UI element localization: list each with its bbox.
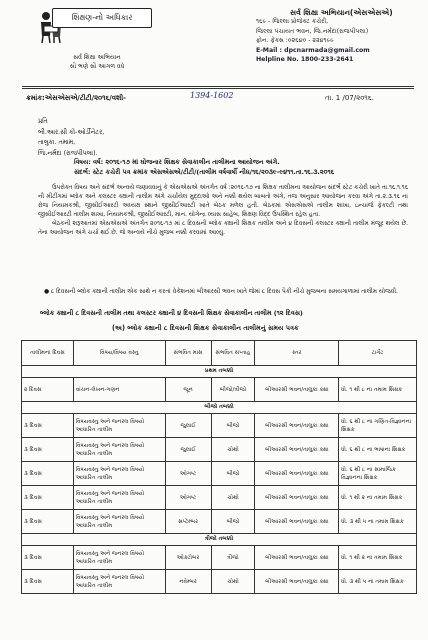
table-section-row bbox=[22, 402, 417, 414]
section-title: ત્રીજો તબક્કો bbox=[22, 534, 417, 546]
divider bbox=[22, 88, 414, 89]
table-cell: ધો. ૩ થી ૫ ના તમામ શિક્ષક bbox=[339, 570, 417, 594]
table-section-row bbox=[22, 366, 417, 378]
body-paragraph: બેઠકની શરૂઆતમાં એસએસએ અંતર્ગત ૨૦૧૬-૧૭ માં ૮ દિવસની બ્લોક ક્ક્ષાની શિક્ષક તાલીમ અને ૪ દિવસની કલસ્ટર ક્ક્ષાની તાલીમ મંજૂર થયેલ છે. તેના આયોજન અંગે ચર્ચા થઈ છે. જે અન્વયે નીચે મુજબ નક્કી કરવામાં આવ્યું. bbox=[38, 221, 408, 237]
table-cell: ૩ દિવસ bbox=[22, 546, 74, 570]
table-cell: બીઆરસી ભવન/તાલુકા ક્ક્ષા bbox=[255, 414, 339, 438]
table-cell: બીજો/ત્રીજો bbox=[211, 378, 255, 402]
table-cell: ધો. ૩ થી ૫ ના તમામ શિક્ષક bbox=[339, 510, 417, 534]
organization-address bbox=[256, 8, 426, 64]
table-cell: વિષયવસ્તુ અને જનરલ વિષયો આધારિત તાલીમ bbox=[73, 546, 165, 570]
org-title: સર્વ શિક્ષા અભિયાન(એસએસએ) bbox=[290, 8, 393, 17]
training-schedule-table bbox=[21, 340, 417, 594]
table-row bbox=[22, 486, 417, 510]
letter-body bbox=[38, 184, 408, 239]
table-row bbox=[22, 546, 417, 570]
address-line: પ્રતિ bbox=[38, 118, 48, 125]
table-cell: બીઆરસી ભવન/તાલુકા ક્ક્ષા bbox=[255, 546, 339, 570]
table-cell: ૩ દિવસ bbox=[22, 438, 74, 462]
table-cell: ત્રીજો bbox=[211, 546, 255, 570]
section-title: બીજો તબક્કો bbox=[22, 402, 417, 414]
table-cell: ચોથો bbox=[211, 486, 255, 510]
bullet-point: ● ૮ દિવસની બ્લોક ક્ક્ષાની તાલીમ એક સાથે ન કરતાં વેકેશનમાં બીઆરસી ભવન ખાતે જેમાં ૮ દિવસ પૈકી નીચે મુજબના સમયગાળામાં તાલીમ યોજવી. bbox=[44, 289, 398, 295]
column-header: સ્તર bbox=[255, 341, 339, 366]
table-cell: ધો. ૬ થી ૮ ના સામાજિક વિજ્ઞાનના શિક્ષક bbox=[339, 462, 417, 486]
org-helpline: Helpline No. 1800-233-2641 bbox=[256, 56, 354, 64]
table-cell: ૩ દિવસ bbox=[22, 570, 74, 594]
bullet-text: ૮ દિવસની બ્લોક ક્ક્ષાની તાલીમ એક સાથે ન કરતાં વેકેશનમાં બીઆરસી ભવન ખાતે જેમાં ૮ દિવસ પૈકી નીચે મુજબના સમયગાળામાં તાલીમ યોજવી. bbox=[51, 289, 398, 295]
column-header: સંભવિત સપ્તાહ bbox=[211, 341, 255, 366]
table-cell: બીઆરસી ભવન/તાલુકા ક્ક્ષા bbox=[255, 510, 339, 534]
table-cell: વિષયવસ્તુ અને જનરલ વિષયો આધારિત તાલીમ bbox=[73, 438, 165, 462]
logo-subtitle: સર્વ શિક્ષા અભિયાન bbox=[73, 54, 121, 61]
table-cell: ૩ દિવસ bbox=[22, 462, 74, 486]
subject-line: વિષય: વર્ષ: ૨૦૧૬-૧૭ માં ઘોજનાર શિક્ષક સેવાકાલીન તાલીમના આયોજન અંગે. bbox=[74, 158, 280, 166]
table-cell: જુલાઈ bbox=[165, 438, 211, 462]
table-cell: ધો. ૧ થી ૮ ના તમામ શિક્ષક bbox=[339, 378, 417, 402]
table-cell: બીજો bbox=[211, 510, 255, 534]
logo bbox=[38, 8, 156, 76]
table-cell: વાંચન-લેખન-ગણન bbox=[73, 378, 165, 402]
table-cell: ઓગષ્ટ bbox=[165, 486, 211, 510]
table-row bbox=[22, 462, 417, 486]
org-phone: ફોન. ફેક્સ :૦૨૬૪૦ - ૨૨૪૧૯૯ bbox=[256, 37, 334, 45]
table-cell: બીઆરસી ભવન/તાલુકા ક્ક્ષા bbox=[255, 486, 339, 510]
address-line: તાલુકા. તમામ, bbox=[38, 139, 76, 146]
table-cell: બીજો bbox=[211, 462, 255, 486]
section-heading: બ્લોક ક્ક્ષાની ૮ દિવસની તાલીમ તથા કલસ્ટર ક્ક્ષાની ૪ દિવસની શિક્ષક સેવાકાલીન તાલીમ (૧૨ દિવસ) bbox=[40, 309, 303, 317]
column-header: તાલીમના દિવસ bbox=[22, 341, 74, 366]
table-cell: વિષયવસ્તુ અને જનરલ વિષયો આધારિત તાલીમ bbox=[73, 462, 165, 486]
table-cell: જૂન bbox=[165, 378, 211, 402]
table-cell: ૩ દિવસ bbox=[22, 510, 74, 534]
table-cell: ચોથો bbox=[211, 570, 255, 594]
org-line: ૧૬૯ - જિલ્લા પ્રોજેક્ટ કચેરી, bbox=[256, 18, 329, 26]
body-paragraph: ઉપરોક્ત વિષય અને સંદર્ભ અન્વયે જણાવવાનું કે એસએસએ અંતર્ગત વર્ષ :૨૦૧૬-૧૭ ના શિક્ષક તાલીમના આયોજન સંદર્ભે સ્ટેટ કચેરી ખાતે તા.૧૬.૧.૧૬ ની મીટીંગમાં બ્લોક અને કલસ્ટર ક્ક્ષાની તાલીમ અંગે ચર્ચાયેલ મુદ્દાઓ અને નક્કી થયેલ બાબતો અંગે, તજ અનુસાર આયોજન કરવા અંગે તા.૨.૩.૧૬ ના રોજ નિયામકશ્રી, જીસીઈઆરટી અધ્યક્ષ સ્થાને જીસીઈઆરટી ખાતે બેઠક મળેલ હતી. બેઠકમાં એસએસએ તાલીમ શાખા, ઇન્ચાર્જ ફેકલ્ટી તથા જીસીઈઆરટી તાલીમ શાખા, નિયામકશ્રી, જીસીઈઆરટી, માન. યોગેન્દ્ર વ્યાસ સાહેબ, શિક્ષણ વિદ્દ ઉપસ્થિત રહેલ હતા. bbox=[38, 185, 408, 219]
column-header: વિષય/વિષય વસ્તુ bbox=[73, 341, 165, 366]
column-header: સંભવિત માસ bbox=[165, 341, 211, 366]
org-email: E-Mail : dpcnarmada@gmail.com bbox=[256, 46, 370, 54]
org-line: જિલ્લા પંચાયત ભવન, જિ.નર્મદા(રાજપીપલા) bbox=[256, 27, 369, 35]
table-cell: બીઆરસી ભવન/તાલુકા ક્ક્ષા bbox=[255, 378, 339, 402]
table-row bbox=[22, 414, 417, 438]
column-header: ટાર્ગેટ bbox=[339, 341, 417, 366]
table-row bbox=[22, 378, 417, 402]
table-cell: ધો. ૬ થી ૮ ના ગણિત-વિજ્ઞાનના શિક્ષક bbox=[339, 414, 417, 438]
table-cell: ઓક્ટોબર bbox=[165, 546, 211, 570]
recipient-address bbox=[38, 117, 104, 159]
table-cell: ધો. ૬ થી ૮ ના ભાષાના શિક્ષક bbox=[339, 438, 417, 462]
table-row bbox=[22, 570, 417, 594]
table-header-row bbox=[22, 341, 417, 366]
table-cell: બીઆરસી ભવન/તાલુકા ક્ક્ષા bbox=[255, 438, 339, 462]
table-cell: ૩ દિવસ bbox=[22, 486, 74, 510]
table-cell: બીજો bbox=[211, 414, 255, 438]
letter-date: તા. 1 /07/૨૦૧૬. bbox=[325, 94, 375, 102]
table-cell: વિષયવસ્તુ અને જનરલ વિષયો આધારિત તાલીમ bbox=[73, 414, 165, 438]
table-cell: ચોથો bbox=[211, 438, 255, 462]
reference-number: 1394-1602 bbox=[190, 91, 234, 100]
table-cell: વિષયવસ્તુ અને જનરલ વિષયો આધારિત તાલીમ bbox=[73, 510, 165, 534]
section-title: પ્રથમ તબક્કો bbox=[22, 366, 417, 378]
address-line: જિ.નર્મદા (રાજપીપલા). bbox=[38, 149, 98, 157]
table-cell: ૨ દિવસ bbox=[22, 378, 74, 402]
logo-tagline: સૌ ભણે સૌ આગળ વધે bbox=[69, 63, 125, 70]
table-cell: ધો. ૧ થી ૨ ના તમામ શિક્ષક bbox=[339, 546, 417, 570]
schedule-heading: (અ) બ્લોક ક્ક્ષાની ૮ દિવસની શિક્ષક સેવાકાલીન તાલીમનું સમય પત્રક bbox=[112, 324, 299, 332]
address-line: બી.આર.સી કો-ઓર્ડીનેટર, bbox=[38, 128, 105, 136]
table-cell: ઓગષ્ટ bbox=[165, 462, 211, 486]
table-cell: ધો. ૧ થી ૨ ના તમામ શિક્ષક bbox=[339, 486, 417, 510]
table-row bbox=[22, 510, 417, 534]
reference-label: ક્રમાંક:એસએસએ/ટીટી/૨૦૧૬/વશી- bbox=[26, 94, 127, 102]
table-cell: વિષયવસ્તુ અને જનરલ વિષયો આધારિત તાલીમ bbox=[73, 570, 165, 594]
reference-line: સંદર્ભ: સ્ટેટ કચેરી પત્ર ક્રમાંક એસએસએ/ટીટી/(તાલીમ વર્ષવાર્ષી નીધ/૧૬/૨૦૩૯-૯૪૧૧.તા.૧૬.૩.૨૦૧૬ bbox=[74, 167, 335, 176]
table-cell: ૩ દિવસ bbox=[22, 414, 74, 438]
table-cell: નવેમ્બર bbox=[165, 570, 211, 594]
table-cell: બીઆરસી ભવન/તાલુકા ક્ક્ષા bbox=[255, 462, 339, 486]
divider bbox=[22, 86, 414, 87]
logo-banner: શિક્ષણ-નો અધિકાર bbox=[52, 8, 152, 28]
table-cell: જુલાઈ bbox=[165, 414, 211, 438]
table-cell: સપ્ટેમ્બર bbox=[165, 510, 211, 534]
table-section-row bbox=[22, 534, 417, 546]
table-row bbox=[22, 438, 417, 462]
subject-block bbox=[74, 158, 334, 177]
table-cell: બીઆરસી ભવન/તાલુકા ક્ક્ષા bbox=[255, 570, 339, 594]
table-cell: વિષયવસ્તુ અને જનરલ વિષયો આધારિત તાલીમ bbox=[73, 486, 165, 510]
